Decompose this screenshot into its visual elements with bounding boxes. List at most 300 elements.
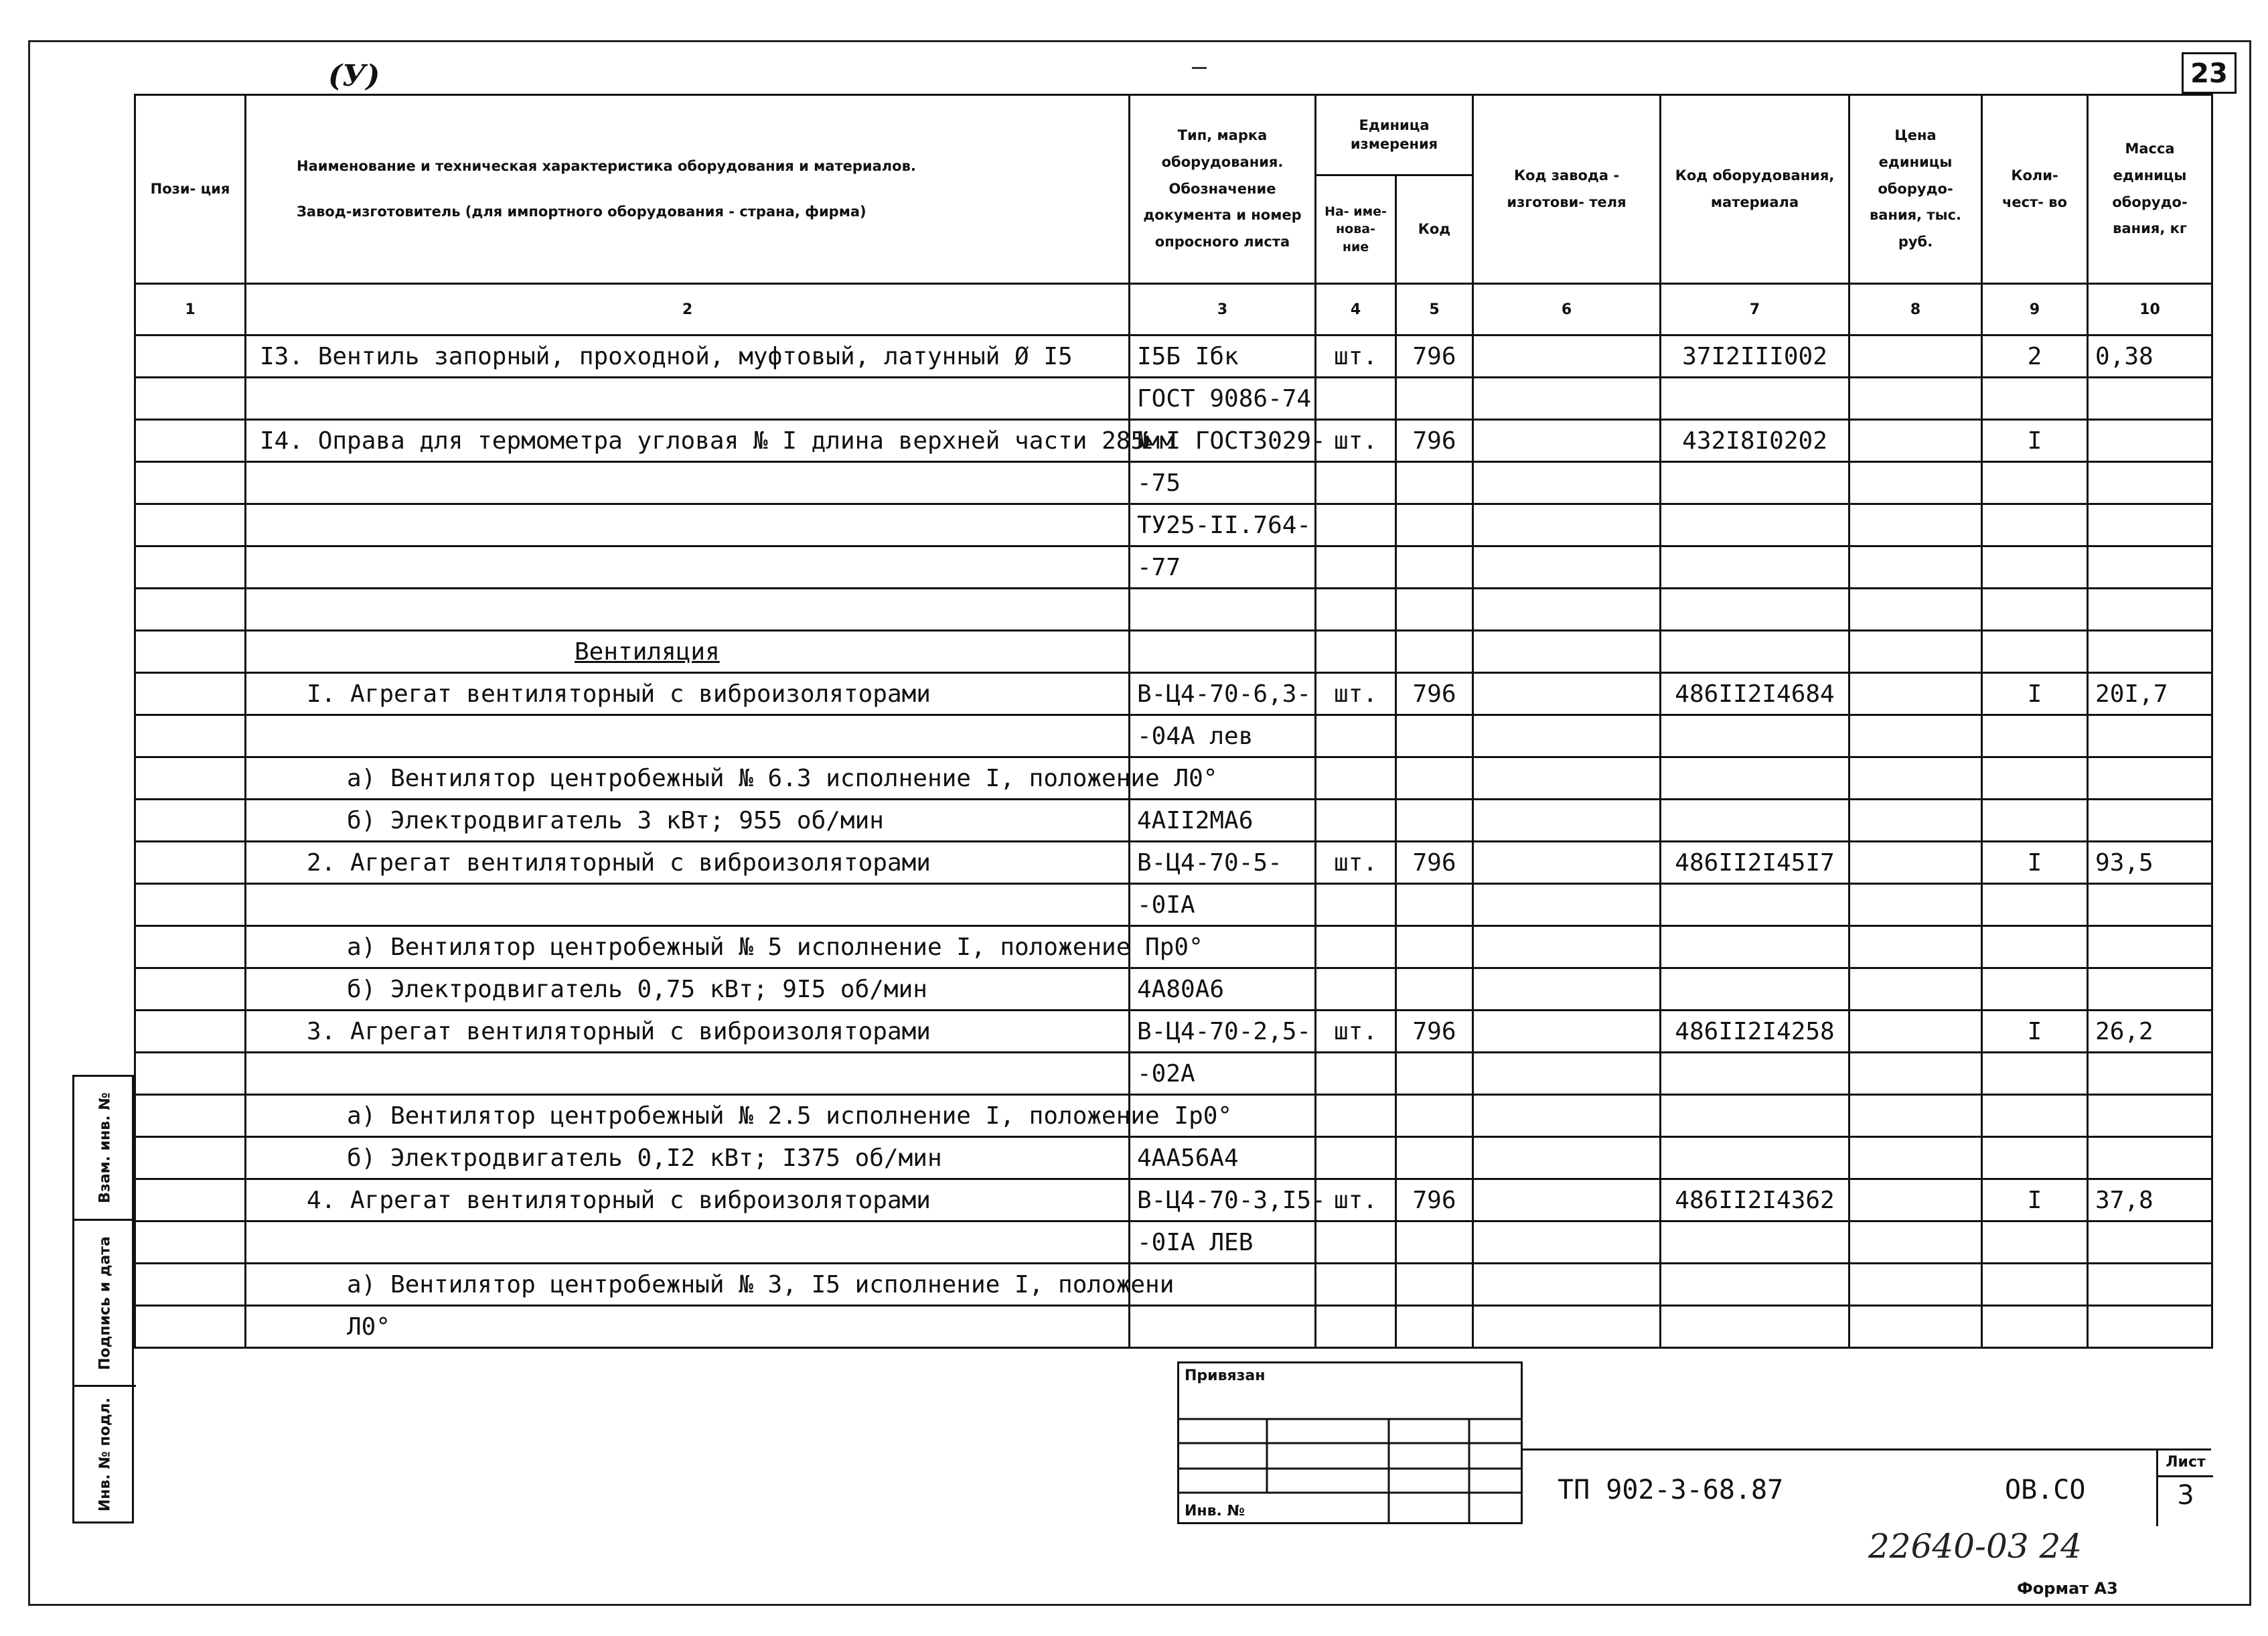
sheet-box (2156, 1451, 2211, 1526)
table-row (135, 1137, 2212, 1179)
cell-unit (1316, 757, 1396, 800)
cell-qty (1982, 757, 2088, 800)
cell-unit (1316, 631, 1396, 673)
table-row (135, 1053, 2212, 1095)
cell-item-code: 432I8I0202 (1661, 420, 1849, 462)
cell-mass: 37,8 (2088, 1179, 2212, 1221)
cell-unit: шт. (1316, 336, 1396, 378)
cell-code (1396, 378, 1473, 420)
cell-item-code (1661, 1095, 1849, 1137)
cell-type: ГОСТ 9086-74 (1130, 378, 1316, 420)
table-row (135, 1306, 2212, 1348)
header-price: Цена единицы оборудо- вания, тыс. руб. (1849, 95, 1982, 284)
cell-type: В-Ц4-70-3,I5- (1130, 1179, 1316, 1221)
cell-factory (1473, 1137, 1661, 1179)
top-dash (1192, 67, 1207, 69)
cell-qty (1982, 1095, 2088, 1137)
cell-type: ТУ25-II.764- (1130, 504, 1316, 546)
cell-position (135, 757, 246, 800)
cell-name: б) Электродвигатель 0,I2 кВт; I375 об/мин (246, 1137, 1130, 1179)
cell-item-code (1661, 504, 1849, 546)
cell-qty (1982, 378, 2088, 420)
cell-qty: I (1982, 1179, 2088, 1221)
cell-position (135, 926, 246, 968)
cell-mass (2088, 631, 2212, 673)
column-number-row (135, 284, 2212, 336)
stamp-inv-label: Инв. № (1185, 1503, 1245, 1519)
cell-factory (1473, 504, 1661, 546)
cell-price (1849, 462, 1982, 504)
title-block (1523, 1448, 2211, 1524)
cell-type: -0IА ЛЕВ (1130, 1221, 1316, 1264)
cell-price (1849, 1179, 1982, 1221)
cell-unit (1316, 926, 1396, 968)
cell-mass (2088, 1137, 2212, 1179)
cell-type: 4АА56А4 (1130, 1137, 1316, 1179)
cell-item-code (1661, 968, 1849, 1011)
header-mass: Масса единицы оборудо- вания, кг (2088, 95, 2212, 284)
column-number: 6 (1473, 284, 1661, 336)
cell-qty: I (1982, 673, 2088, 715)
cell-factory (1473, 336, 1661, 378)
cell-qty: I (1982, 420, 2088, 462)
cell-item-code (1661, 800, 1849, 842)
cell-unit (1316, 1137, 1396, 1179)
cell-position (135, 1095, 246, 1137)
cell-position (135, 336, 246, 378)
cell-item-code (1661, 884, 1849, 926)
specification-table (134, 94, 2213, 1349)
cell-position (135, 884, 246, 926)
header-factory-code: Код завода - изготови- теля (1473, 95, 1661, 284)
cell-code: 796 (1396, 420, 1473, 462)
cell-type: -77 (1130, 546, 1316, 589)
cell-mass (2088, 800, 2212, 842)
cell-unit (1316, 504, 1396, 546)
cell-qty (1982, 546, 2088, 589)
cell-unit (1316, 800, 1396, 842)
cell-code (1396, 884, 1473, 926)
cell-price (1849, 378, 1982, 420)
cell-factory (1473, 631, 1661, 673)
cell-qty (1982, 1306, 2088, 1348)
cell-item-code (1661, 757, 1849, 800)
cell-mass: 93,5 (2088, 842, 2212, 884)
header-quantity: Коли- чест- во (1982, 95, 2088, 284)
column-number: 2 (246, 284, 1130, 336)
cell-name: а) Вентилятор центробежный № 3, I5 исполнение I, положени (246, 1264, 1130, 1306)
cell-name: I3. Вентиль запорный, проходной, муфтовый, латунный Ø I5 (246, 336, 1130, 378)
column-number: 5 (1396, 284, 1473, 336)
cell-name (246, 631, 1130, 673)
cell-item-code: 37I2III002 (1661, 336, 1849, 378)
cell-type (1130, 589, 1316, 631)
section-mark: (У) (328, 59, 380, 93)
side-label-signature: Подпись и дата (96, 1236, 114, 1370)
binding-stamp (1177, 1361, 1523, 1524)
cell-code (1396, 631, 1473, 673)
table-row (135, 631, 2212, 673)
cell-type: В-Ц4-70-2,5- (1130, 1011, 1316, 1053)
cell-name (246, 715, 1130, 757)
cell-code (1396, 968, 1473, 1011)
cell-item-code (1661, 546, 1849, 589)
side-label-inv-original: Инв. № подл. (96, 1397, 114, 1511)
column-number: 7 (1661, 284, 1849, 336)
cell-position (135, 1179, 246, 1221)
cell-code: 796 (1396, 336, 1473, 378)
cell-price (1849, 546, 1982, 589)
cell-unit (1316, 1306, 1396, 1348)
cell-mass (2088, 884, 2212, 926)
table-row (135, 1011, 2212, 1053)
cell-unit (1316, 1221, 1396, 1264)
cell-unit: шт. (1316, 673, 1396, 715)
cell-mass (2088, 546, 2212, 589)
table-row (135, 926, 2212, 968)
header-item-code: Код оборудования, материала (1661, 95, 1849, 284)
cell-factory (1473, 757, 1661, 800)
cell-item-code (1661, 926, 1849, 968)
cell-position (135, 420, 246, 462)
cell-factory (1473, 1095, 1661, 1137)
cell-position (135, 842, 246, 884)
cell-qty (1982, 631, 2088, 673)
cell-mass: 26,2 (2088, 1011, 2212, 1053)
cell-item-code (1661, 462, 1849, 504)
cell-code (1396, 715, 1473, 757)
cell-name (246, 546, 1130, 589)
cell-name: 4. Агрегат вентиляторный с виброизоляторами (246, 1179, 1130, 1221)
cell-code (1396, 546, 1473, 589)
cell-price (1849, 842, 1982, 884)
cell-price (1849, 1053, 1982, 1095)
cell-name: а) Вентилятор центробежный № 2.5 исполнение I, положение Iр0° (246, 1095, 1130, 1137)
cell-mass (2088, 968, 2212, 1011)
cell-unit: шт. (1316, 1011, 1396, 1053)
cell-unit (1316, 378, 1396, 420)
cell-mass (2088, 715, 2212, 757)
cell-factory (1473, 673, 1661, 715)
cell-factory (1473, 462, 1661, 504)
table-body (135, 336, 2212, 1348)
cell-price (1849, 336, 1982, 378)
table-row (135, 336, 2212, 378)
header-unit-code: Код (1396, 175, 1473, 284)
cell-name (246, 1221, 1130, 1264)
side-cell-inv-original (74, 1387, 136, 1521)
cell-factory (1473, 1053, 1661, 1095)
format-label: Формат А3 (2017, 1579, 2118, 1598)
cell-code (1396, 757, 1473, 800)
cell-qty (1982, 968, 2088, 1011)
cell-price (1849, 1095, 1982, 1137)
column-number: 8 (1849, 284, 1982, 336)
cell-name: а) Вентилятор центробежный № 5 исполнение I, положение Пр0° (246, 926, 1130, 968)
cell-name: а) Вентилятор центробежный № 6.3 исполнение I, положение Л0° (246, 757, 1130, 800)
cell-type: -75 (1130, 462, 1316, 504)
cell-unit (1316, 968, 1396, 1011)
page-number: 23 (2182, 52, 2237, 94)
cell-type (1130, 1306, 1316, 1348)
table-row (135, 715, 2212, 757)
cell-factory (1473, 1011, 1661, 1053)
table-row (135, 757, 2212, 800)
cell-mass (2088, 757, 2212, 800)
cell-qty: I (1982, 842, 2088, 884)
cell-item-code (1661, 1137, 1849, 1179)
column-number: 10 (2088, 284, 2212, 336)
side-label-replace-inv: Взам. инв. № (96, 1092, 114, 1203)
cell-code (1396, 800, 1473, 842)
handwritten-note: 22640-03 24 (1868, 1527, 2083, 1566)
cell-name: 2. Агрегат вентиляторный с виброизоляторами (246, 842, 1130, 884)
cell-type (1130, 631, 1316, 673)
cell-qty (1982, 504, 2088, 546)
cell-name: I4. Оправа для термометра угловая № I длина верхней части 285мм (246, 420, 1130, 462)
cell-name (246, 1053, 1130, 1095)
table-row (135, 589, 2212, 631)
cell-qty (1982, 462, 2088, 504)
stamp-bound-label: Привязан (1185, 1367, 1266, 1384)
cell-price (1849, 1264, 1982, 1306)
header-position: Пози- ция (135, 95, 246, 284)
cell-position (135, 715, 246, 757)
cell-factory (1473, 546, 1661, 589)
cell-code (1396, 1264, 1473, 1306)
cell-unit: шт. (1316, 1179, 1396, 1221)
cell-code: 796 (1396, 1179, 1473, 1221)
cell-type: 4АII2МА6 (1130, 800, 1316, 842)
table-row (135, 884, 2212, 926)
cell-item-code (1661, 378, 1849, 420)
cell-unit (1316, 462, 1396, 504)
cell-qty (1982, 1053, 2088, 1095)
cell-type: В-Ц4-70-6,3- (1130, 673, 1316, 715)
cell-qty (1982, 884, 2088, 926)
cell-price (1849, 757, 1982, 800)
cell-code: 796 (1396, 1011, 1473, 1053)
cell-mass (2088, 420, 2212, 462)
cell-code (1396, 462, 1473, 504)
cell-code (1396, 589, 1473, 631)
cell-position (135, 1053, 246, 1095)
cell-factory (1473, 842, 1661, 884)
cell-name: Л0° (246, 1306, 1130, 1348)
table-row (135, 1264, 2212, 1306)
cell-qty (1982, 589, 2088, 631)
cell-factory (1473, 968, 1661, 1011)
header-type: Тип, марка оборудования. Обозначение документа и номер опросного листа (1130, 95, 1316, 284)
cell-name: б) Электродвигатель 0,75 кВт; 9I5 об/мин (246, 968, 1130, 1011)
cell-price (1849, 926, 1982, 968)
header-name-line1: Наименование и техническая характеристика оборудования и материалов. (297, 157, 916, 174)
cell-unit (1316, 715, 1396, 757)
cell-position (135, 378, 246, 420)
cell-price (1849, 884, 1982, 926)
cell-name: I. Агрегат вентиляторный с виброизоляторами (246, 673, 1130, 715)
cell-factory (1473, 1221, 1661, 1264)
stamp-grid (1177, 1361, 1523, 1524)
cell-price (1849, 968, 1982, 1011)
cell-code (1396, 504, 1473, 546)
cell-mass (2088, 504, 2212, 546)
cell-type: -02А (1130, 1053, 1316, 1095)
cell-position (135, 462, 246, 504)
cell-price (1849, 420, 1982, 462)
cell-position (135, 968, 246, 1011)
cell-unit (1316, 1095, 1396, 1137)
cell-item-code: 486II2I4258 (1661, 1011, 1849, 1053)
table-row (135, 968, 2212, 1011)
cell-unit: шт. (1316, 842, 1396, 884)
cell-qty (1982, 926, 2088, 968)
cell-name (246, 504, 1130, 546)
cell-code (1396, 1137, 1473, 1179)
cell-factory (1473, 884, 1661, 926)
cell-name (246, 378, 1130, 420)
cell-factory (1473, 715, 1661, 757)
cell-unit (1316, 1053, 1396, 1095)
cell-price (1849, 1306, 1982, 1348)
cell-mass: 20I,7 (2088, 673, 2212, 715)
cell-item-code (1661, 1306, 1849, 1348)
table-row (135, 842, 2212, 884)
column-number: 4 (1316, 284, 1396, 336)
cell-mass (2088, 1053, 2212, 1095)
cell-qty: I (1982, 1011, 2088, 1053)
cell-position (135, 546, 246, 589)
cell-item-code (1661, 589, 1849, 631)
table-row (135, 800, 2212, 842)
cell-item-code (1661, 1053, 1849, 1095)
cell-price (1849, 631, 1982, 673)
cell-position (135, 1011, 246, 1053)
cell-factory (1473, 420, 1661, 462)
cell-code (1396, 1221, 1473, 1264)
cell-code (1396, 1306, 1473, 1348)
cell-position (135, 1306, 246, 1348)
cell-mass (2088, 462, 2212, 504)
cell-position (135, 1137, 246, 1179)
cell-price (1849, 504, 1982, 546)
side-stamp (72, 1075, 134, 1523)
cell-item-code (1661, 631, 1849, 673)
table-row (135, 546, 2212, 589)
cell-price (1849, 715, 1982, 757)
section-title: Вентиляция (575, 638, 720, 666)
column-number: 1 (135, 284, 246, 336)
cell-unit: шт. (1316, 420, 1396, 462)
cell-item-code: 486II2I45I7 (1661, 842, 1849, 884)
cell-factory (1473, 589, 1661, 631)
cell-mass (2088, 926, 2212, 968)
table-row (135, 462, 2212, 504)
cell-mass (2088, 1221, 2212, 1264)
cell-item-code (1661, 1264, 1849, 1306)
side-cell-replace-inv (74, 1077, 136, 1221)
cell-factory (1473, 1264, 1661, 1306)
cell-factory (1473, 800, 1661, 842)
document-section: ОВ.СО (2005, 1475, 2086, 1505)
cell-code: 796 (1396, 842, 1473, 884)
cell-mass (2088, 1264, 2212, 1306)
cell-price (1849, 673, 1982, 715)
cell-item-code (1661, 715, 1849, 757)
document-code: ТП 902-3-68.87 (1558, 1475, 1784, 1505)
cell-mass: 0,38 (2088, 336, 2212, 378)
table-row (135, 420, 2212, 462)
column-number: 9 (1982, 284, 2088, 336)
cell-qty (1982, 1137, 2088, 1179)
cell-item-code: 486II2I4684 (1661, 673, 1849, 715)
cell-price (1849, 1221, 1982, 1264)
cell-name (246, 884, 1130, 926)
cell-unit (1316, 589, 1396, 631)
cell-code (1396, 1095, 1473, 1137)
cell-price (1849, 589, 1982, 631)
header-unit: Единица измерения (1316, 95, 1473, 175)
cell-name (246, 589, 1130, 631)
cell-qty (1982, 800, 2088, 842)
cell-item-code (1661, 1221, 1849, 1264)
cell-type: I5Б Iбк (1130, 336, 1316, 378)
cell-code: 796 (1396, 673, 1473, 715)
cell-price (1849, 1137, 1982, 1179)
header-unit-name: На- име- нова- ние (1316, 175, 1396, 284)
cell-position (135, 673, 246, 715)
table-row (135, 673, 2212, 715)
table-row (135, 378, 2212, 420)
cell-position (135, 504, 246, 546)
cell-type: -04А лев (1130, 715, 1316, 757)
cell-qty (1982, 1264, 2088, 1306)
header-name (246, 95, 1130, 284)
table-row (135, 504, 2212, 546)
cell-unit (1316, 546, 1396, 589)
cell-price (1849, 1011, 1982, 1053)
cell-unit (1316, 884, 1396, 926)
cell-position (135, 631, 246, 673)
cell-price (1849, 800, 1982, 842)
cell-qty (1982, 715, 2088, 757)
cell-mass (2088, 589, 2212, 631)
sheet-number: 3 (2177, 1480, 2194, 1511)
cell-factory (1473, 1306, 1661, 1348)
cell-item-code: 486II2I4362 (1661, 1179, 1849, 1221)
cell-type: № I ГОСТ3029- (1130, 420, 1316, 462)
column-number: 3 (1130, 284, 1316, 336)
cell-position (135, 589, 246, 631)
cell-type: В-Ц4-70-5- (1130, 842, 1316, 884)
table-row (135, 1179, 2212, 1221)
cell-qty: 2 (1982, 336, 2088, 378)
cell-unit (1316, 1264, 1396, 1306)
cell-type: -0IА (1130, 884, 1316, 926)
cell-qty (1982, 1221, 2088, 1264)
cell-position (135, 800, 246, 842)
cell-name: 3. Агрегат вентиляторный с виброизоляторами (246, 1011, 1130, 1053)
cell-mass (2088, 378, 2212, 420)
header-name-line2: Завод-изготовитель (для импортного оборудования - страна, фирма) (297, 203, 866, 220)
cell-type: 4А80А6 (1130, 968, 1316, 1011)
cell-factory (1473, 378, 1661, 420)
cell-code (1396, 926, 1473, 968)
cell-position (135, 1221, 246, 1264)
cell-mass (2088, 1306, 2212, 1348)
cell-name (246, 462, 1130, 504)
cell-mass (2088, 1095, 2212, 1137)
